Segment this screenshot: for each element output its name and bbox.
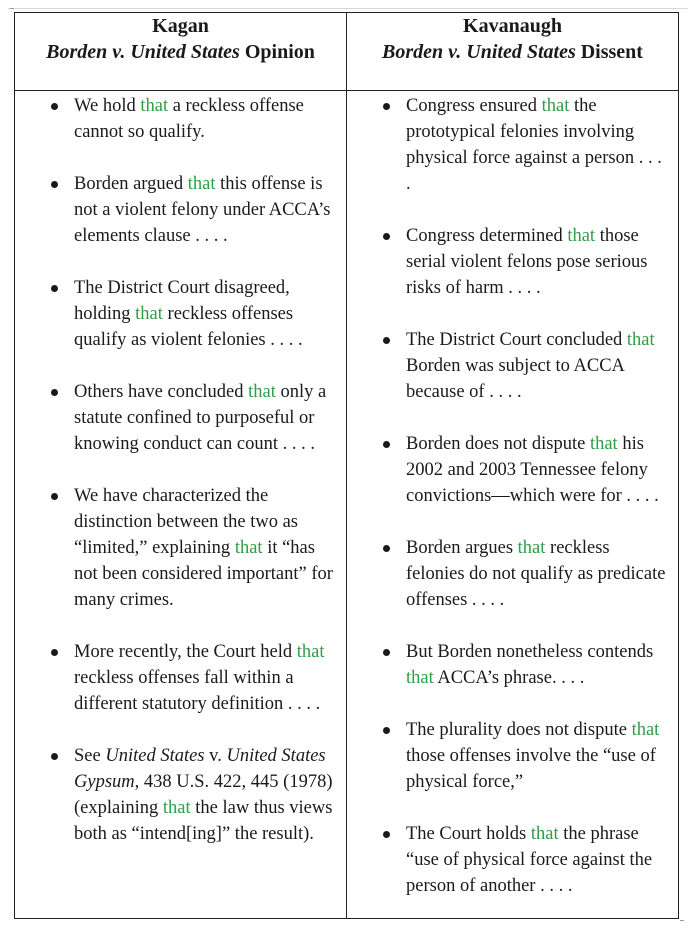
bullet-text: But Borden nonetheless contends (406, 642, 654, 662)
bullet-text: Borden argues (406, 538, 518, 558)
bullet-text: ACCA’s phrase. . . . (433, 668, 585, 688)
list-item (15, 171, 346, 249)
bullet-dot-icon (383, 649, 390, 656)
bullet-text: v. (204, 746, 227, 766)
bullet-text: More recently, the Court held (74, 642, 297, 662)
bullet-text: Congress determined (406, 226, 568, 246)
bullet-text: the law thus views both as “intend[ing]” the result). (74, 798, 333, 844)
case-citation-italic: United States (105, 746, 205, 766)
list-item (15, 93, 346, 145)
kagan-bullet-list (15, 93, 346, 847)
case-name: Borden v. United States (46, 41, 240, 63)
case-citation-italic: United States Gypsum (74, 746, 326, 792)
highlighted-word: that (162, 798, 191, 818)
body-row (15, 91, 679, 919)
bullet-dot-icon (51, 753, 58, 760)
highlighted-word: that (135, 304, 163, 324)
highlighted-word: that (140, 96, 169, 116)
highlighted-word: that (631, 720, 660, 740)
bullet-text: reckless offenses fall within a different statutory definition . . . . (74, 668, 321, 714)
bullet-text: We have characterized the distinction between the two as “limited,” explaining (74, 486, 299, 558)
page-corner-mark (10, 8, 14, 9)
bullet-text: the phrase “use of physical force against the person of another . . . . (406, 824, 653, 896)
bullet-dot-icon (383, 545, 390, 552)
case-title-line (15, 39, 346, 65)
bullet-text: The Court holds (406, 824, 531, 844)
bullet-dot-icon (51, 103, 58, 110)
list-item (15, 483, 346, 613)
case-title-line (347, 39, 678, 65)
bullet-dot-icon (51, 285, 58, 292)
bullet-text: Borden argued (74, 174, 188, 194)
list-item (15, 639, 346, 717)
list-item (347, 535, 678, 613)
bullet-text: Congress ensured (406, 96, 542, 116)
highlighted-word: that (541, 96, 570, 116)
highlighted-word: that (567, 226, 596, 246)
list-item (347, 431, 678, 509)
bullet-text: Borden does not dispute (406, 434, 590, 454)
highlighted-word: that (530, 824, 559, 844)
document-type: Opinion (244, 41, 315, 63)
bullet-dot-icon (51, 181, 58, 188)
bullet-dot-icon (51, 493, 58, 500)
highlighted-word: that (234, 538, 263, 558)
highlighted-word: that (589, 434, 618, 454)
highlighted-word: that (626, 330, 655, 350)
bullet-dot-icon (383, 727, 390, 734)
highlighted-word: that (406, 668, 434, 688)
list-item (347, 821, 678, 899)
list-item (347, 717, 678, 795)
bullet-dot-icon (383, 441, 390, 448)
bullet-dot-icon (383, 831, 390, 838)
bullet-dot-icon (383, 103, 390, 110)
bullet-text: Others have concluded (74, 382, 249, 402)
bullet-text: his 2002 and 2003 Tennessee felony convictions—which were for . . . . (406, 434, 659, 506)
list-item (347, 223, 678, 301)
list-item (347, 327, 678, 405)
bullet-dot-icon (51, 649, 58, 656)
kavanaugh-bullet-list (347, 93, 678, 899)
highlighted-word: that (296, 642, 325, 662)
bullet-dot-icon (51, 389, 58, 396)
document-type: Dissent (580, 41, 643, 63)
bullet-text: We hold (74, 96, 141, 116)
highlighted-word: that (248, 382, 276, 402)
bullet-text: Borden was subject to ACCA because of . . . . (406, 356, 624, 402)
judge-name: Kagan (152, 15, 209, 37)
list-item (15, 379, 346, 457)
bullet-text: a reckless offense cannot so qualify. (74, 96, 304, 142)
bullet-text: this offense is not a violent felony under ACCA’s elements clause . . . . (74, 174, 331, 246)
bullet-text: , 438 U.S. 422, 445 (1978) (explaining (74, 772, 333, 818)
bullet-dot-icon (383, 337, 390, 344)
bullet-dot-icon (383, 233, 390, 240)
bullet-text: it “has not been considered important” for many crimes. (74, 538, 333, 610)
bullet-text: The plurality does not dispute (406, 720, 632, 740)
bullet-text: reckless offenses qualify as violent felonies . . . . (74, 304, 303, 350)
highlighted-word: that (187, 174, 216, 194)
bullet-text: the prototypical felonies involving physical force against a person . . . . (406, 96, 662, 194)
list-item (347, 639, 678, 691)
bullet-text: The District Court disagreed, holding (74, 278, 290, 324)
list-item (15, 275, 346, 353)
page-top-rule (8, 8, 688, 9)
case-name: Borden v. United States (382, 41, 576, 63)
page-corner-mark (680, 920, 684, 921)
bullet-text: reckless felonies do not qualify as predicate offenses . . . . (406, 538, 666, 610)
header-cell-kagan (15, 13, 347, 91)
list-item (15, 743, 346, 847)
comparison-table (14, 12, 679, 919)
bullet-text: The District Court concluded (406, 330, 627, 350)
judge-name: Kavanaugh (463, 15, 562, 37)
list-item (347, 93, 678, 197)
header-row (15, 13, 679, 91)
kagan-opinion-cell (15, 91, 347, 919)
bullet-text: See (74, 746, 106, 766)
kavanaugh-dissent-cell (347, 91, 679, 919)
highlighted-word: that (517, 538, 546, 558)
bullet-text: only a statute confined to purposeful or knowing conduct can count . . . . (74, 382, 327, 454)
header-cell-kavanaugh (347, 13, 679, 91)
bullet-text: those offenses involve the “use of physical force,” (406, 746, 656, 792)
bullet-text: those serial violent felons pose serious risks of harm . . . . (406, 226, 648, 298)
